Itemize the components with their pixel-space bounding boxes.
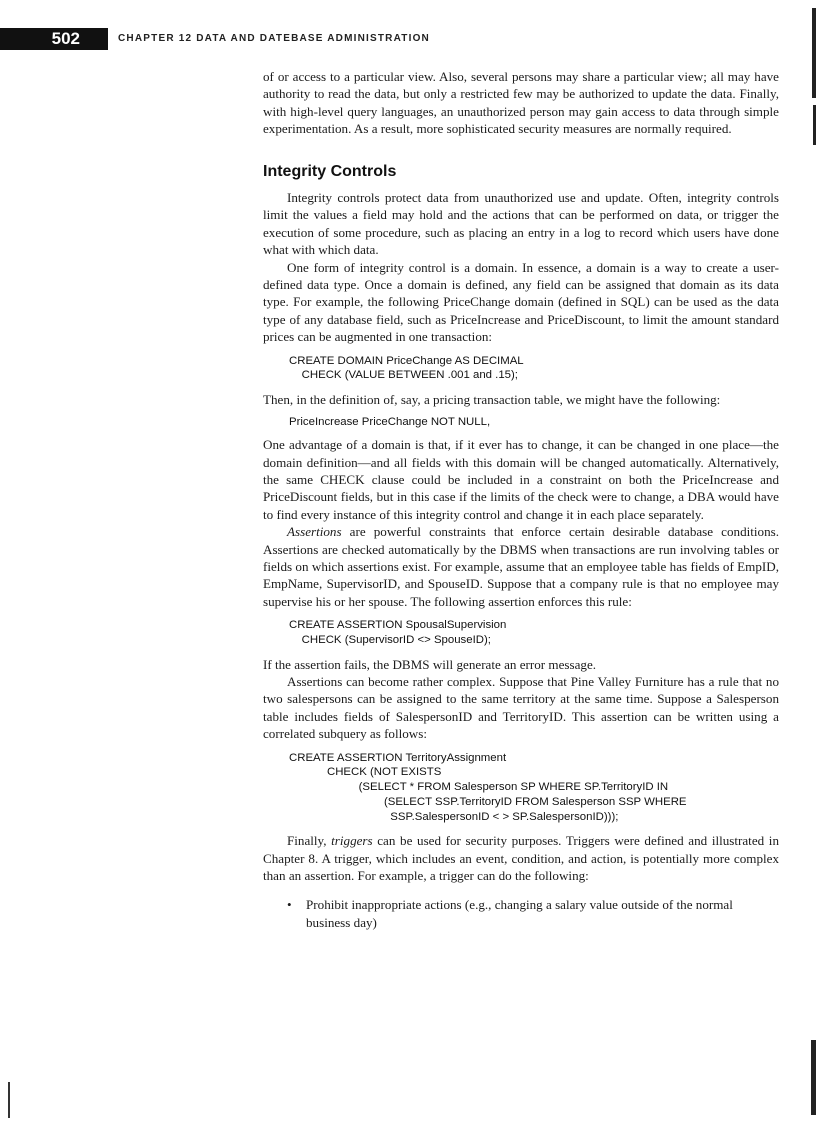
paragraph-fails: If the assertion fails, the DBMS will generate an error message.	[263, 656, 597, 672]
code-field: PriceIncrease PriceChange NOT NULL,	[289, 415, 491, 428]
paragraph-complex: Assertions can become rather complex. Suppose that Pine Valley Furniture has a rule that no two salespersons can be assigned to the same territory at the same time. Suppose a Salesperson table includes fields of SalespersonID and TerritoryID. This assertion can be written using a correlated subquery as follows:	[263, 674, 779, 742]
paragraph-triggers-text: can be used for security purposes. Triggers were defined and illustrated in Chapter 8. A trigger, which includes an event, condition, and action, is potentially more complex than an assertion. For example, a trigger can do the following:	[263, 833, 779, 884]
paragraph-integrity-2: One form of integrity control is a domain. In essence, a domain is a way to create a user-defined data type. Once a domain is defined, any field can be assigned that domain as its data type. For example, the following PriceChange domain (defined in SQL) can be used as the data type of any database field, such as PriceIncrease and PriceDiscount, to limit the amount standard prices can be augmented in one transaction:	[263, 259, 779, 345]
paragraph-triggers-lead: Finally,	[287, 833, 332, 849]
paragraph-advantage: One advantage of a domain is that, if it ever has to change, it can be changed in one place—the domain definition—and all fields with this domain will be changed automatically. Alternatively, the same CHECK clause could be included in a constraint on both the PriceIncrease and PriceDiscount fields, but in this case if the limits of the check were to change, a DBA would have to find every instance of this integrity control and change it in each place separately.	[263, 437, 779, 522]
paragraph-triggers	[263, 832, 779, 884]
paragraph-assertions-text: are powerful constraints that enforce certain desirable database conditions. Assertions are checked automatically by the DBMS when transactions are run involving tables or fields on which assertions exist. For example, assume that an employee table has fields of EmpID, EmpName, SupervisorID, and SpouseID. Suppose that a company rule is that no employee may supervise his or her spouse. The following assertion enforces this rule:	[263, 524, 779, 609]
paragraph-opening: of or access to a particular view. Also, several persons may share a particular view; all may have authority to read the data, but only a restricted few may be authorized to update the data. Finally, with high-level query languages, an unauthorized person may gain access to data through simple experimentation. As a result, more sophisticated security measures are normally required.	[263, 69, 779, 137]
page-body	[263, 68, 779, 931]
code-assertion: CREATE ASSERTION SpousalSupervision CHECK (SupervisorID <> SpouseID);	[289, 619, 507, 646]
paragraph-assertions	[263, 523, 779, 610]
code-domain: CREATE DOMAIN PriceChange AS DECIMAL CHECK (VALUE BETWEEN .001 and .15);	[289, 354, 524, 382]
page-number: 502	[0, 28, 108, 50]
term-assertions: Assertions	[287, 524, 342, 540]
running-head: CHAPTER 12 DATA AND DATEBASE ADMINISTRATION	[118, 33, 430, 44]
bullet-marker: •	[287, 897, 292, 913]
page-header	[0, 28, 816, 50]
term-triggers: triggers	[331, 833, 373, 849]
scan-edge-right	[808, 0, 816, 1123]
bullet-text: Prohibit inappropriate actions (e.g., changing a salary value outside of the normal business day)	[306, 897, 733, 930]
bullet-item	[287, 896, 779, 931]
section-heading: Integrity Controls	[263, 162, 397, 180]
paragraph-integrity-1: Integrity controls protect data from unauthorized use and update. Often, integrity controls limit the values a field may hold and the actions that can be performed on data, or trigger the execution of some procedure, such as placing an entry in a log to record which users have done what with which data.	[263, 190, 779, 258]
scan-edge-left	[8, 1082, 10, 1118]
paragraph-then: Then, in the definition of, say, a pricing transaction table, we might have the following:	[263, 392, 721, 408]
code-territory: CREATE ASSERTION TerritoryAssignment CHECK (NOT EXISTS (SELECT * FROM Salesperson SP WHERE SP.TerritoryID IN (SELECT SSP.TerritoryID FROM Salesperson SSP WHERE SSP.SalespersonID < > SP.SalespersonID)));	[289, 751, 687, 823]
